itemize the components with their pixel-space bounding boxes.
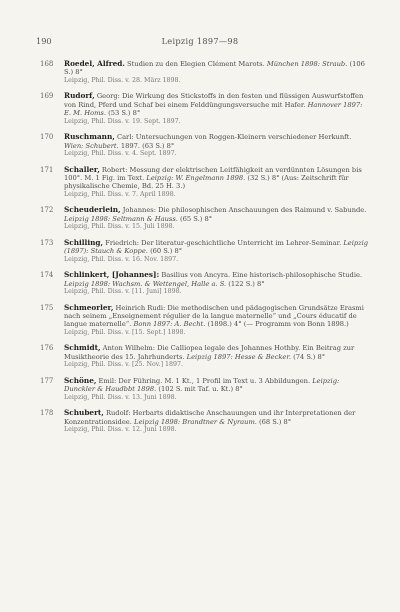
entry-imprint: Bonn 1897: A. Becht. xyxy=(133,320,206,329)
bibliography-list xyxy=(40,60,370,442)
list-item xyxy=(40,409,370,433)
entry-extent: (74 S.) 8° xyxy=(290,352,326,361)
entry-imprint: Leipzig 1897: Hesse & Becker. xyxy=(186,352,291,361)
entry-citation xyxy=(64,271,370,288)
entry-citation xyxy=(64,133,370,150)
entry-title: Robert: Messung der elektrischen Leitfähigkeit an verdünnten Lösungen bis 100°. M. 1 Fig. im Text. xyxy=(64,165,362,183)
entry-imprint: Leipzig 1898: Wachsm. & Wettengel, Halle a. S. xyxy=(64,279,227,288)
entry-extent: (1898.) 4° (— Programm von Bonn 1898.) xyxy=(205,320,349,329)
entry-citation xyxy=(64,206,370,223)
author-name: Schöne, xyxy=(64,375,97,385)
author-name: Rudorf, xyxy=(64,91,95,101)
entry-citation xyxy=(64,92,370,117)
entry-number: 168 xyxy=(40,60,54,68)
list-item xyxy=(40,133,370,157)
author-name: Schmeorler, xyxy=(64,302,114,312)
entry-title: Studien zu den Elegien Clément Marots. xyxy=(124,60,267,68)
entry-imprint: Leipzig: W. Engelmann 1898. xyxy=(146,174,246,183)
entry-extent: (60 S.) 8° xyxy=(147,247,183,256)
page-number: 190 xyxy=(36,36,52,46)
author-name: Schmidt, xyxy=(64,343,101,353)
entry-imprint: München 1898: Straub. xyxy=(266,60,348,68)
list-item xyxy=(40,60,370,84)
list-item xyxy=(40,304,370,337)
entry-title: Carl: Untersuchungen von Roggen-Kleinern verschiedener Herkunft. xyxy=(114,133,352,142)
entry-number: 178 xyxy=(40,409,54,418)
entry-number: 170 xyxy=(40,133,54,142)
author-name: Schubert, xyxy=(64,408,104,418)
entry-extent: (68 S.) 8° xyxy=(256,417,292,426)
entry-number: 175 xyxy=(40,303,54,312)
dissertation-note: Leipzig, Phil. Diss. v. [15. Sept.] 1898. xyxy=(64,328,186,336)
entry-extent: 1897. (63 S.) 8° xyxy=(118,141,175,150)
entry-imprint: Hannover 1897: E. M. Homs. xyxy=(64,100,363,118)
author-name: Schilling, xyxy=(64,237,104,247)
entry-number: 171 xyxy=(40,165,54,174)
entry-imprint: Leipzig 1898: Seltmann & Hauss. xyxy=(64,214,178,223)
dissertation-note: Leipzig, Phil. Diss. v. 16. Nov. 1897. xyxy=(64,255,179,263)
list-item xyxy=(40,206,370,230)
author-name: Ruschmann, xyxy=(64,132,115,142)
entry-citation xyxy=(64,344,370,361)
entry-citation xyxy=(64,377,370,394)
entry-title: Anton Wilhelm: Die Calliopea legale des Johannes Hothby. Ein Beitrag zur Musiktheorie des 15. Jahrhunderts. xyxy=(64,344,355,361)
entry-number: 169 xyxy=(40,92,54,101)
dissertation-note: Leipzig, Phil. Diss. v. 12. Juni 1898. xyxy=(64,426,177,434)
entry-extent: (32 S.) 8° (Aus: Zeitschrift für physikalische Chemie, Bd. 25 H. 3.) xyxy=(64,174,349,191)
list-item xyxy=(40,377,370,401)
entry-number: 176 xyxy=(40,344,54,353)
author-name: Schlinkert, [Johannes]: xyxy=(64,270,160,280)
entry-title: Rudolf: Herbarts didaktische Anschauungen und ihr Interpretationen der Konzentrationsidee. xyxy=(64,409,356,426)
list-item xyxy=(40,271,370,295)
entry-extent: (102 S. mit Taf. u. Kt.) 8° xyxy=(156,385,243,394)
entry-title: Basilius von Ancyra. Eine historisch-philosophische Studie. xyxy=(159,271,363,280)
dissertation-note: Leipzig, Phil. Diss. v. 19. Sept. 1897. xyxy=(64,117,181,125)
entry-number: 174 xyxy=(40,271,54,280)
entry-extent: (106 S.) 8° xyxy=(64,60,365,77)
dissertation-note: Leipzig, Phil. Diss. v. [25. Nov.] 1897. xyxy=(64,361,184,369)
entry-citation xyxy=(64,239,370,256)
entry-title: Friedrich: Der literatur-geschichtliche Unterricht im Lehrer-Seminar. xyxy=(103,238,344,247)
entry-extent: (122 S.) 8° xyxy=(226,279,265,288)
entry-imprint: Wien: Schubert. xyxy=(64,141,119,150)
entry-extent: (53 S.) 8° xyxy=(106,109,141,118)
entry-citation xyxy=(64,60,370,77)
list-item xyxy=(40,344,370,368)
running-title: Leipzig 1897—98 xyxy=(161,36,239,46)
dissertation-note: Leipzig, Phil. Diss. v. 13. Juni 1898. xyxy=(64,393,177,401)
entry-number: 177 xyxy=(40,376,54,385)
author-name: Scheuderlein, xyxy=(64,205,121,215)
author-name: Schaller, xyxy=(64,164,100,174)
author-name: Roedel, Alfred. xyxy=(64,59,125,68)
entry-title: Emil: Der Führing. M. 1 Kt., 1 Profil im Text u. 3 Abbildungen. xyxy=(96,376,313,385)
dissertation-note: Leipzig, Phil. Diss. v. [11. Juni] 1898. xyxy=(64,288,182,296)
dissertation-note: Leipzig, Phil. Diss. v. 28. März 1898. xyxy=(64,76,181,84)
entry-title: Heinrich Rudi: Die methodischen und pädagogischen Grundsätze Erasmi nach seinem „Enseignement régulier de la langue maternelle“ und „Cours éducatif de langue maternelle“. xyxy=(64,303,364,329)
dissertation-note: Leipzig, Phil. Diss. v. 15. Juli 1898. xyxy=(64,223,175,231)
list-item xyxy=(40,166,370,199)
entry-number: 172 xyxy=(40,206,54,215)
dissertation-note: Leipzig, Phil. Diss. v. 7. April 1898. xyxy=(64,190,176,198)
entry-imprint: Leipzig (1897): Stauch & Koppe. xyxy=(64,238,369,256)
entry-citation xyxy=(64,166,370,191)
list-item xyxy=(40,92,370,125)
entry-extent: (65 S.) 8° xyxy=(177,214,213,223)
list-item xyxy=(40,239,370,263)
dissertation-note: Leipzig, Phil. Diss. v. 4. Sept. 1897. xyxy=(64,150,177,158)
entry-title: Georg: Die Wirkung des Stickstoffs in den festen und flüssigen Auswurfstoffen von Rind, Pferd und Schaf bei einem Felddüngungsversuche mit Hafer. xyxy=(64,92,364,109)
entry-imprint: Leipzig: Dunckler & Haudbbt 1898. xyxy=(64,376,340,394)
entry-citation xyxy=(64,409,370,426)
entry-number: 173 xyxy=(40,238,54,247)
running-header xyxy=(36,36,364,48)
entry-citation xyxy=(64,304,370,329)
entry-title: Johannes: Die philosophischen Anschauungen des Raimund v. Sabunde. xyxy=(120,206,367,215)
entry-imprint: Leipzig 1898: Brandtner & Nyraum. xyxy=(134,417,257,426)
